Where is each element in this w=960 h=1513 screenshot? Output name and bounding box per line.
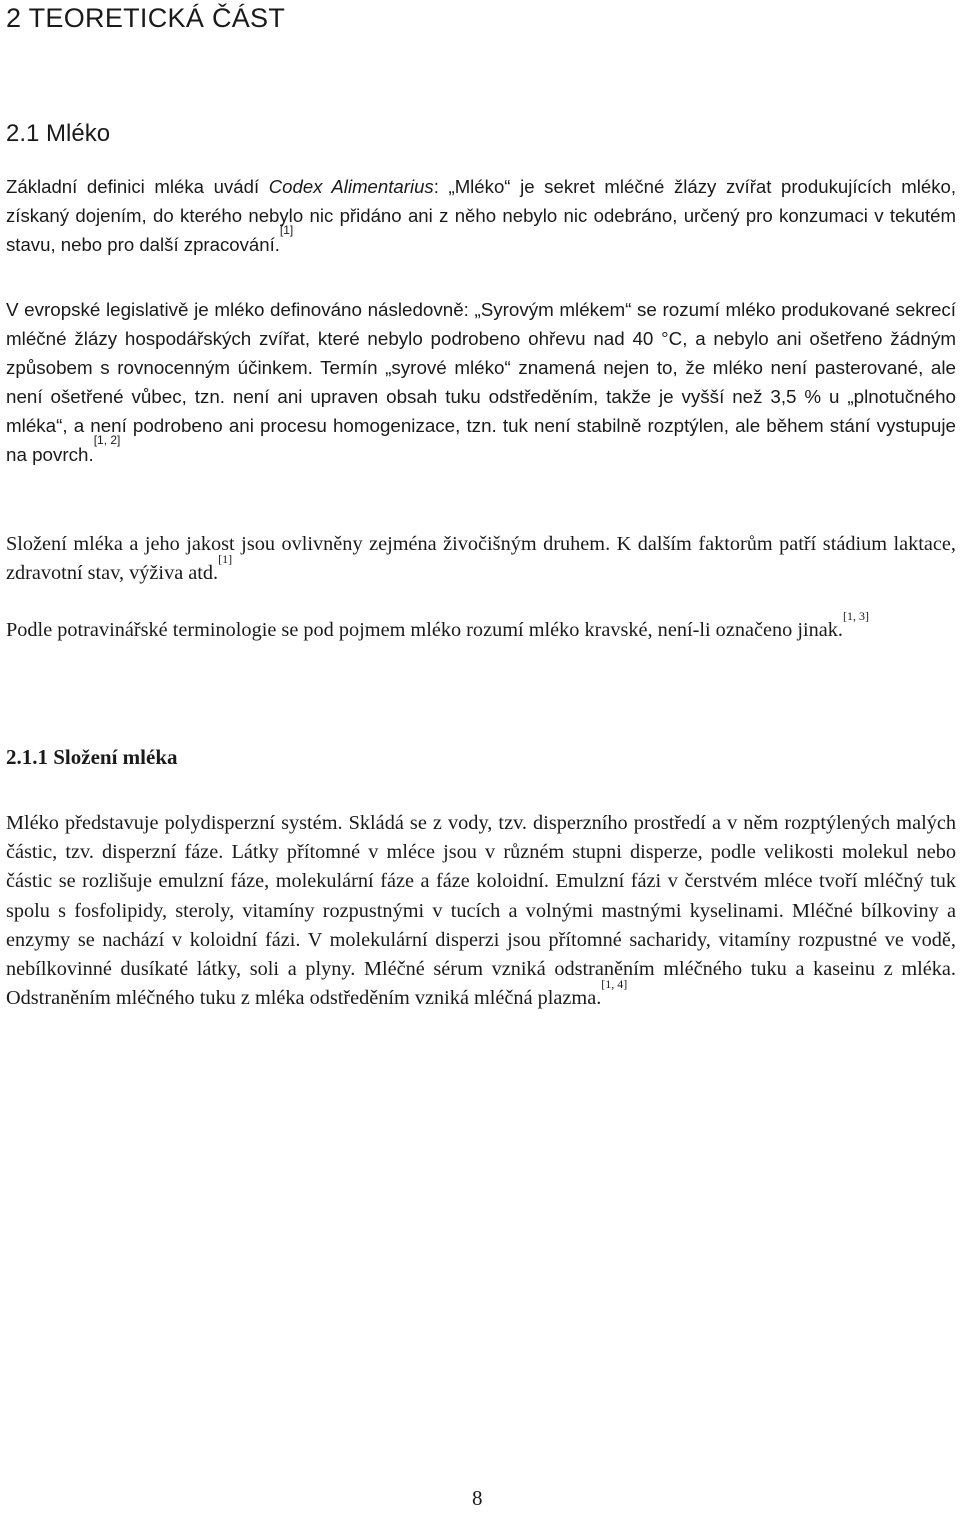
citation: [1, 4] — [601, 977, 628, 992]
italic-term: Codex Alimentarius — [268, 176, 434, 197]
paragraph-text: Složení mléka a jeho jakost jsou ovlivněny zejména živočišným druhem. K dalším faktorům patří stádium laktace, zdravotní stav, výživa atd. — [6, 533, 956, 585]
paragraph-terminology — [6, 609, 956, 645]
paragraph-eu-legislation — [6, 295, 956, 469]
paragraph-text: Základní definici mléka uvádí — [6, 176, 269, 197]
section-heading: 2.1 Mléko — [6, 120, 111, 147]
citation: [1, 3] — [842, 609, 869, 623]
paragraph-polydisperse-system — [6, 809, 956, 1013]
subsection-heading: 2.1.1 Složení mléka — [6, 745, 178, 769]
chapter-heading: 2 TEORETICKÁ ČÁST — [6, 3, 286, 33]
citation: [1, 2] — [93, 433, 121, 447]
paragraph-text: V evropské legislativě je mléko definováno následovně: „Syrovým mlékem“ se rozumí mléko produkované sekrecí mléčné žlázy hospodářských zvířat, které nebylo podrobeno ohřevu nad 40 °C, a nebylo ani ošetřeno žádným způsobem s rovnocenným účinkem. Termín „syrové mléko“ znamená nejen to, že mléko není pasterované, ale není ošetřené vůbec, tzn. není ani upraven obsah tuku odstředěním, takže je vyšší než 3,5 % u „plnotučného mléka“, a není podrobeno ani procesu homogenizace, tzn. tuk není stabilně rozptýlen, ale během stání vystupuje na povrch. — [6, 299, 956, 465]
paragraph-text: Podle potravinářské terminologie se pod pojmem mléko rozumí mléko kravské, není-li označeno jinak. — [6, 619, 843, 641]
citation: [1] — [279, 223, 294, 237]
paragraph-text: : „Mléko“ je sekret mléčné žlázy zvířat produkujících mléko, získaný dojením, do kterého nebylo nic přidáno ani z něho nebylo nic odebráno, určený pro konzumaci v tekutém stavu, nebo pro další zpracování. — [6, 176, 956, 255]
paragraph-text: Mléko představuje polydisperzní systém. Skládá se z vody, tzv. disperzního prostředí a v něm rozptýlených malých částic, tzv. disperzní fáze. Látky přítomné v mléce jsou v různém stupni disperze, podle velikosti molekul nebo částic se rozlišuje emulzní fáze, molekulární fáze a fáze koloidní. Emulzní fázi v čerstvém mléce tvoří mléčný tuk spolu s fosfolipidy, steroly, vitamíny rozpustnými v tucích a volnými mastnými kyselinami. Mléčné bílkoviny a enzymy se nachází v koloidní fázi. V molekulární disperzi jsou přítomné sacharidy, vitamíny rozpustné ve vodě, nebílkovinné dusíkaté látky, soli a plyny. Mléčné sérum vzniká odstraněním mléčného tuku a kaseinu z mléka. Odstraněním mléčného tuku z mléka odstředěním vzniká mléčná plazma. — [6, 812, 956, 1010]
page-number: 8 — [472, 1486, 483, 1510]
paragraph-codex-definition — [6, 172, 956, 259]
paragraph-composition-factors — [6, 530, 956, 588]
citation: [1] — [218, 552, 233, 567]
